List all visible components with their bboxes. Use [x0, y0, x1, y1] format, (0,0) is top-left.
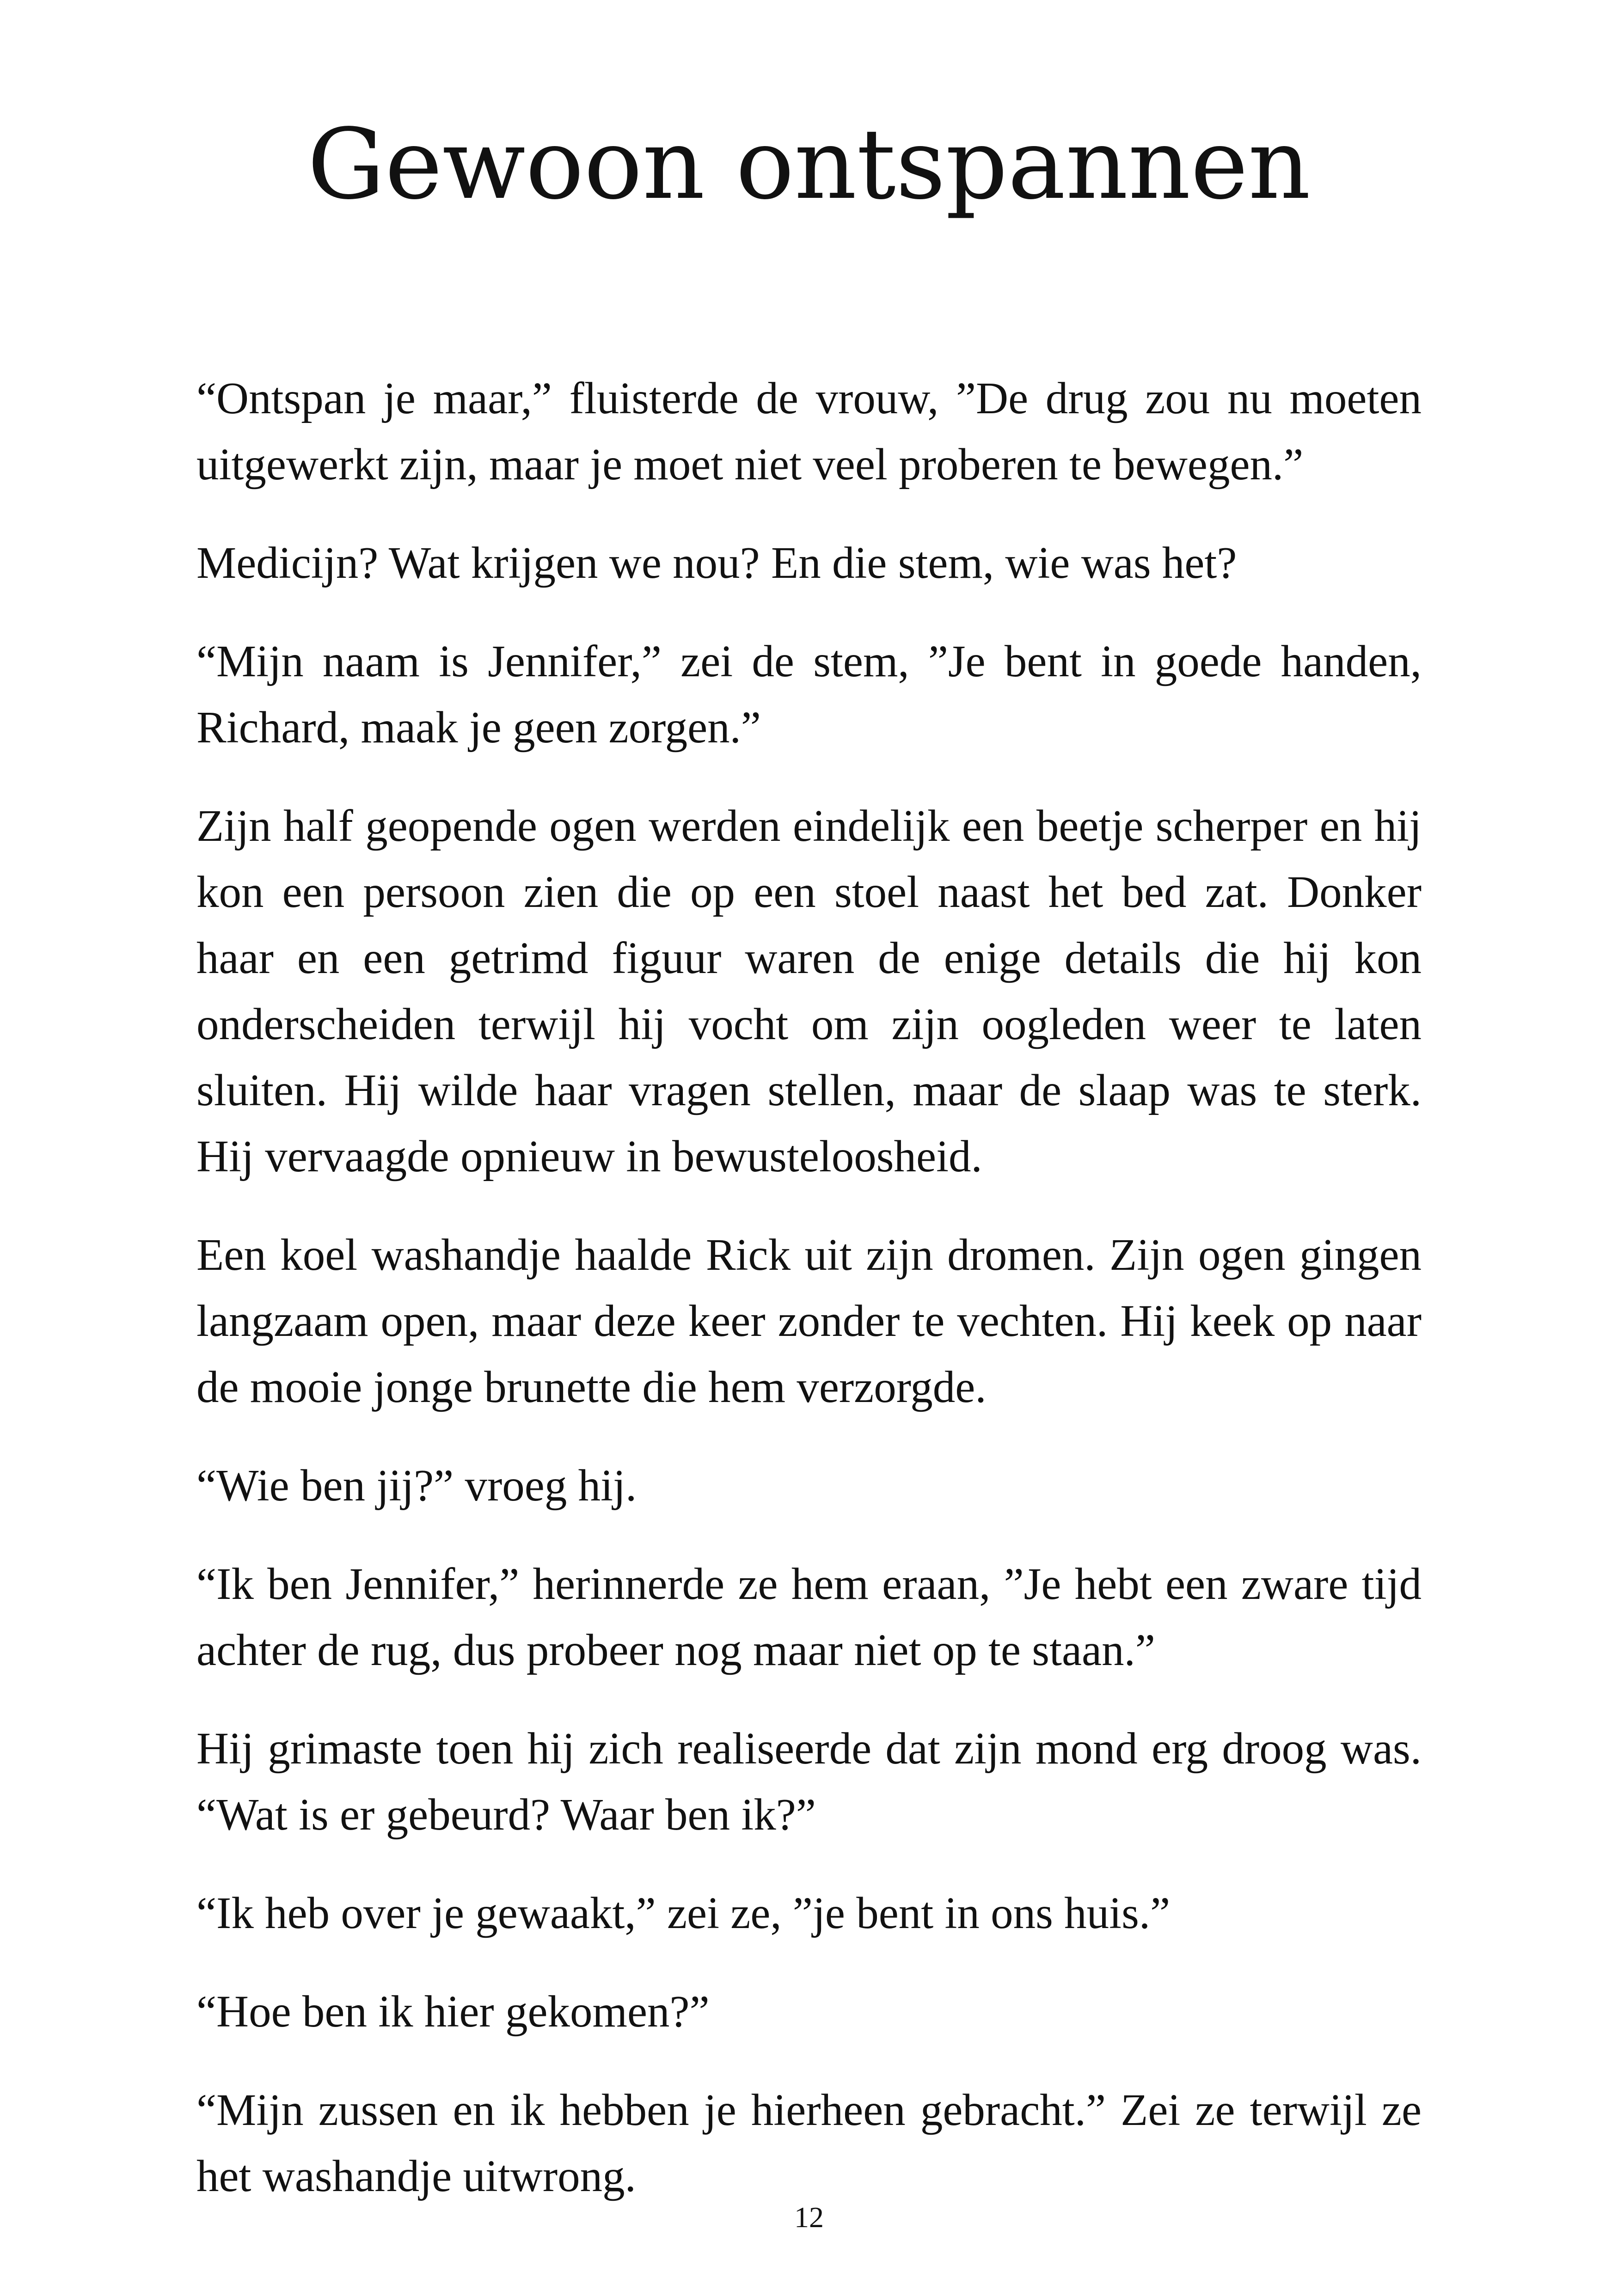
- paragraph: “Ik ben Jennifer,” herinnerde ze hem eraan, ”Je hebt een zware tijd achter de rug, dus probeer nog maar niet op te staan.”: [196, 1559, 1422, 1675]
- paragraph: “Mijn naam is Jennifer,” zei de stem, ”Je bent in goede handen, Richard, maak je geen zorgen.”: [196, 637, 1422, 752]
- page-title: Gewoon ontspannen: [307, 108, 1311, 221]
- page-number: 12: [794, 2201, 824, 2234]
- paragraph: Hij grimaste toen hij zich realiseerde dat zijn mond erg droog was. “Wat is er gebeurd? Waar ben ik?”: [196, 1724, 1422, 1839]
- paragraph: “Ontspan je maar,” fluisterde de vrouw, ”De drug zou nu moeten uitgewerkt zijn, maar je moet niet veel proberen te bewegen.”: [196, 373, 1422, 489]
- paragraph: “Hoe ben ik hier gekomen?”: [196, 1987, 710, 2036]
- paragraph: Zijn half geopende ogen werden eindelijk een beetje scherper en hij kon een persoon zien die op een stoel naast het bed zat. Donker haar en een getrimd figuur waren de enige details die hij kon onderscheiden terwijl hij vocht om zijn oogleden weer te laten sluiten. Hij wilde haar vragen stellen, maar de slaap was te sterk. Hij vervaagde opnieuw in bewusteloosheid.: [196, 801, 1422, 1181]
- paragraph: Een koel washandje haalde Rick uit zijn dromen. Zijn ogen gingen langzaam open, maar deze keer zonder te vechten. Hij keek op naar de mooie jonge brunette die hem verzorgde.: [196, 1230, 1422, 1412]
- paragraph: “Wie ben jij?” vroeg hij.: [196, 1461, 637, 1510]
- body-text: [196, 365, 1422, 2241]
- paragraph: “Mijn zussen en ik hebben je hierheen gebracht.” Zei ze terwijl ze het washandje uitwrong.: [196, 2085, 1422, 2201]
- paragraph: Medicijn? Wat krijgen we nou? En die stem, wie was het?: [196, 538, 1237, 588]
- paragraph: “Ik heb over je gewaakt,” zei ze, ”je bent in ons huis.”: [196, 1888, 1171, 1938]
